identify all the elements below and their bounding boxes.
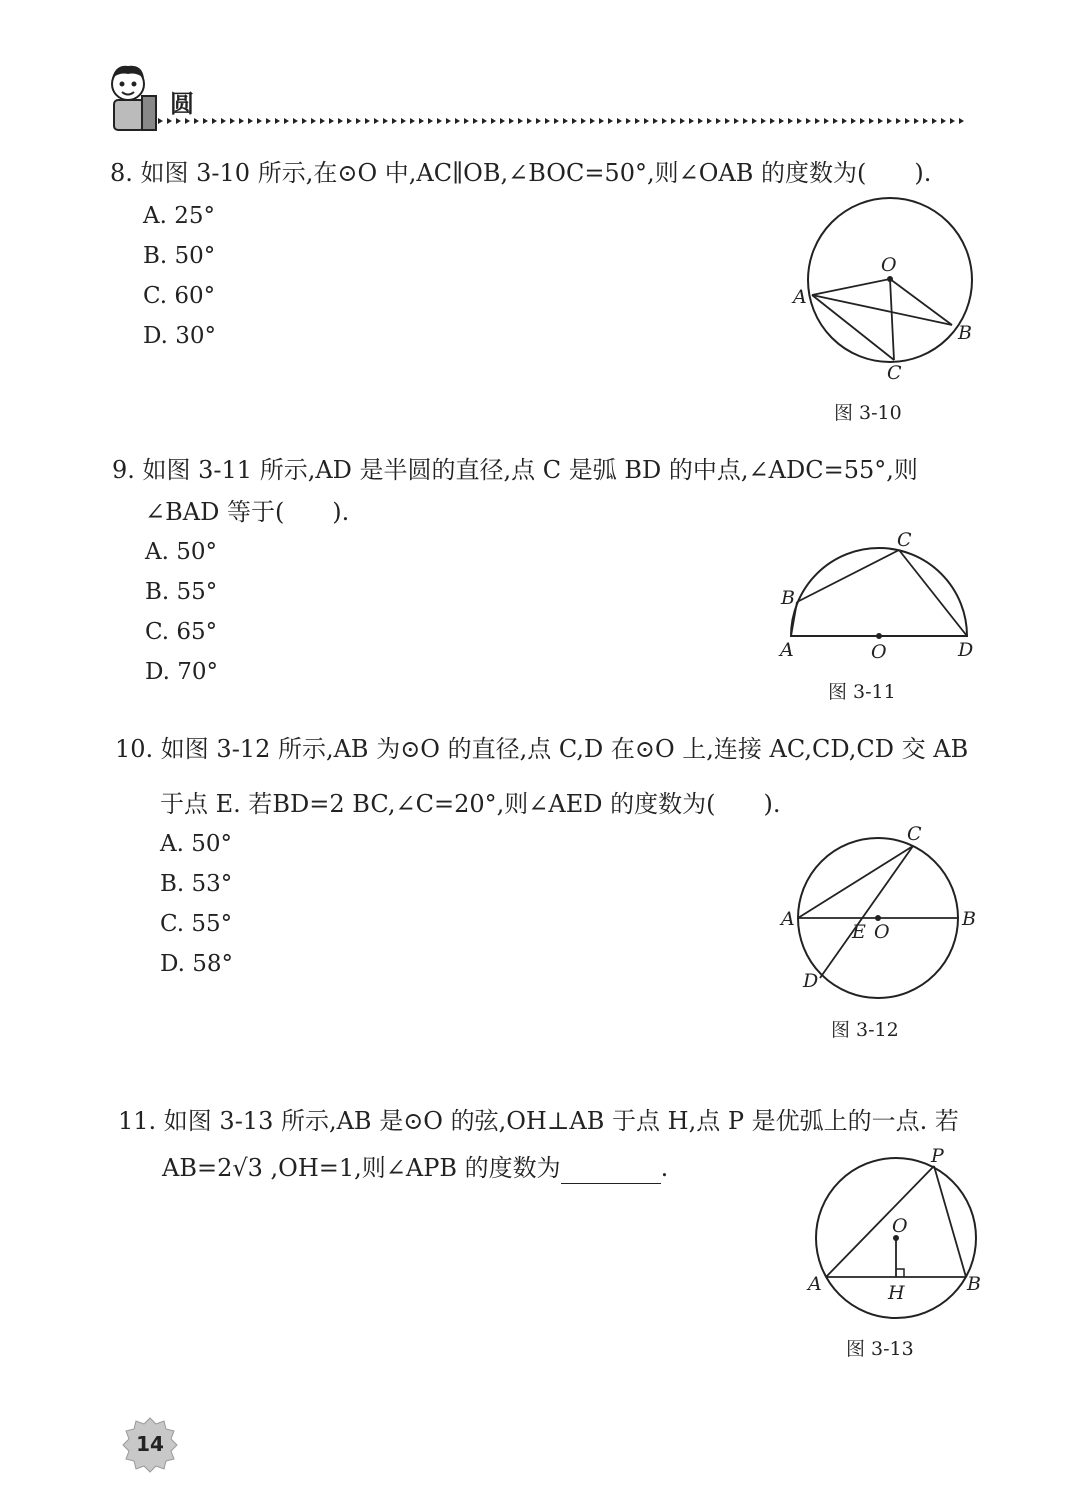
- label-o: O: [881, 254, 897, 276]
- answer-blank[interactable]: [561, 1153, 661, 1184]
- label-b: B: [967, 1273, 981, 1295]
- label-e: E: [852, 921, 866, 943]
- mascot-icon: [102, 62, 162, 134]
- question-9-stem-line2: ∠BAD 等于( ).: [145, 498, 350, 526]
- page-number: 14: [136, 1432, 164, 1456]
- question-9-option-c: C. 65°: [145, 619, 218, 645]
- label-c: C: [887, 362, 902, 384]
- label-o: O: [892, 1215, 908, 1237]
- figure-3-13: [800, 1140, 995, 1325]
- label-d: D: [803, 970, 819, 992]
- label-a: A: [808, 1273, 822, 1295]
- figure-3-12: [775, 818, 985, 1003]
- label-o: O: [874, 921, 890, 943]
- question-11-stem-end: .: [660, 1154, 669, 1182]
- chapter-title: 圆: [170, 89, 194, 118]
- question-9-option-d: D. 70°: [145, 659, 219, 685]
- label-p: P: [931, 1145, 944, 1167]
- question-10-option-c: C. 55°: [160, 911, 233, 937]
- label-c: C: [897, 529, 912, 551]
- label-c: C: [907, 823, 922, 845]
- label-b: B: [962, 908, 976, 930]
- figure-3-11: [775, 528, 985, 666]
- question-9-stem-line1: 9. 如图 3-11 所示,AD 是半圆的直径,点 C 是弧 BD 的中点,∠ADC=55°,则: [112, 456, 918, 484]
- question-8-option-a: A. 25°: [143, 203, 215, 229]
- caption-3-13: 图 3-13: [846, 1338, 914, 1360]
- label-a: A: [780, 639, 794, 661]
- question-8-option-c: C. 60°: [143, 283, 216, 309]
- question-10-stem-line1: 10. 如图 3-12 所示,AB 为⊙O 的直径,点 C,D 在⊙O 上,连接 AC,CD,CD 交 AB: [115, 735, 969, 763]
- label-d: D: [958, 639, 974, 661]
- label-o: O: [871, 641, 887, 663]
- question-9-option-a: A. 50°: [145, 539, 217, 565]
- label-b: B: [781, 587, 795, 609]
- caption-3-11: 图 3-11: [828, 681, 896, 703]
- question-8-option-d: D. 30°: [143, 323, 217, 349]
- header-divider: [158, 115, 970, 127]
- question-11-stem-line2: [162, 1153, 668, 1184]
- label-b: B: [958, 322, 972, 344]
- caption-3-10: 图 3-10: [834, 402, 902, 424]
- question-10-option-b: B. 53°: [160, 871, 233, 897]
- figure-3-10: [790, 195, 990, 395]
- question-8-stem: 8. 如图 3-10 所示,在⊙O 中,AC∥OB,∠BOC=50°,则∠OAB 的度数为( ).: [110, 159, 932, 187]
- question-10-option-d: D. 58°: [160, 951, 234, 977]
- question-11-stem-text: AB=2√3 ,OH=1,则∠APB 的度数为: [162, 1154, 561, 1182]
- question-8-option-b: B. 50°: [143, 243, 216, 269]
- question-10-stem-line2: 于点 E. 若BD=2 BC,∠C=20°,则∠AED 的度数为( ).: [160, 790, 781, 818]
- caption-3-12: 图 3-12: [831, 1019, 899, 1041]
- label-a: A: [781, 908, 795, 930]
- question-9-option-b: B. 55°: [145, 579, 218, 605]
- question-10-option-a: A. 50°: [160, 831, 232, 857]
- label-h: H: [888, 1282, 905, 1304]
- label-a: A: [793, 286, 807, 308]
- question-11-stem-line1: 11. 如图 3-13 所示,AB 是⊙O 的弦,OH⊥AB 于点 H,点 P 是优弧上的一点. 若: [118, 1107, 959, 1135]
